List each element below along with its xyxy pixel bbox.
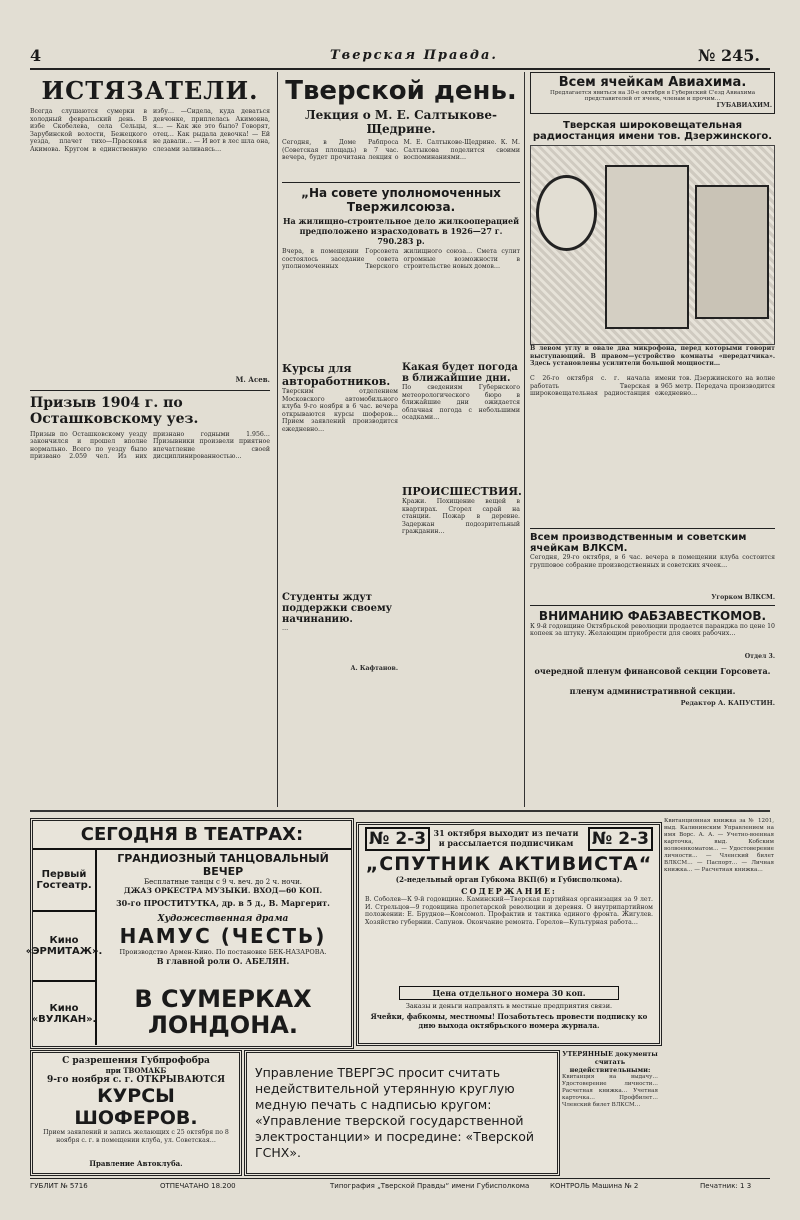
lower-left <box>282 362 398 673</box>
courses-body: Прием заявлений и запись желающих с 25 октября по 8 ноября с. г. в помещении клуба, ул. Советская… <box>43 1129 229 1144</box>
article-body: … <box>282 625 289 632</box>
article-author: А. Кафтанов. <box>350 665 398 672</box>
issue-number-left: № 2-3 <box>365 827 430 851</box>
contents-label: СОДЕРЖАНИЕ: <box>461 886 557 896</box>
column-rule <box>277 72 278 807</box>
courses-at: при ТВОМАКБ <box>105 1066 167 1075</box>
show-play: 30-го ПРОСТИТУТКА, др. в 5 д., В. Маргерит. <box>116 898 330 908</box>
venue-label: Первый Гостеатр. <box>33 850 97 912</box>
column-1 <box>30 76 270 806</box>
sputnik-subtitle: (2-недельный орган Губкома ВКП(б) и Губисполкома). <box>395 875 623 884</box>
article-body: Сегодня, в Доме Рабпроса (Советская площадь) в 7 час. вечера, будет прочитана лекция о М. Е. Салтыкове-Щедрине. К. М. Салтыкова поделится своими воспоминаниями… <box>282 139 520 162</box>
courses-permit: С разрешения Губпрофобра <box>62 1056 210 1066</box>
theatres-title: СЕГОДНЯ В ТЕАТРАХ: <box>33 821 351 850</box>
divider <box>530 605 775 606</box>
article-subtitle: На жилищно-строительное дело жилкооперацией предположено израсходовать в 1926—27 г. 790.283 р. <box>282 216 520 246</box>
show-title: НАМУС (ЧЕСТЬ) <box>119 924 327 948</box>
show-2 <box>98 914 348 966</box>
article-title: Призыв 1904 г. по Осташковскому уез. <box>30 394 199 427</box>
show-1 <box>98 852 348 908</box>
photo-caption: В левом углу в овале два микрофона, перед которыми говорит выступающий. В правом—устройство комнаты «передатчика». Здесь установлены усилители большой мощности… <box>530 345 775 368</box>
article-title: Студенты ждут поддержки своему начинанию. <box>282 592 393 625</box>
editor: Редактор А. КАПУСТИН. <box>680 700 775 708</box>
lost-items: Квитанция на выдачу… Удостоверение личности… Расчетная книжка… Учетная карточка… Профбилет… Членский билет ВЛКСМ… <box>562 1074 658 1108</box>
sputnik-ad <box>356 822 662 1046</box>
footer-control: КОНТРОЛЬ Машина № 2 <box>550 1182 639 1190</box>
article-title: „На совете уполномоченных Твержилсоюза. <box>301 186 501 214</box>
divider <box>282 182 520 183</box>
show-title: В СУМЕРКАХ ЛОНДОНА. <box>134 985 312 1039</box>
article-body: Тверским отделением Московского автомобильного клуба 9-го ноября в 6 час. вечера открываются курсы шоферов… Прием заявлений производится ежедневно… <box>282 388 398 433</box>
article-author: М. Асев. <box>235 376 270 384</box>
article-body: Призыв по Осташковскому уезду закончился и прошел вполне нормально. Всего по уезду было призвано 2.059 чел. Из них признано годными 1.956… Призывники произвели приятное впечатление своей дисциплинированностью… <box>30 430 270 461</box>
microphone-oval-icon <box>536 175 597 251</box>
article-title: Курсы для автоработников. <box>282 362 391 388</box>
article-body <box>30 108 270 376</box>
article-sign: Отдел 3. <box>744 652 775 660</box>
page-header <box>30 46 770 70</box>
paper-name: Тверская Правда. <box>330 48 498 63</box>
article-body-text-2: —Сидела, куда деваться девчонке, приплелась Акимовна, я… — Как же это было? Говорят, отец… Как рыдала девочка! — Ей не давали… — И вот в лес шла она, слезами заливаясь… <box>153 108 270 153</box>
show-title: ГРАНДИОЗНЫЙ ТАНЦОВАЛЬНЫЙ ВЕЧЕР <box>117 852 329 878</box>
column-rule <box>524 72 525 807</box>
radio-photo <box>530 145 775 345</box>
page-footer <box>30 1178 770 1193</box>
article-body: Сегодня, 29-го октября, в 6 час. вечера в помещении клуба состоится групповое собрание производственных и советских ячеек… <box>530 554 775 569</box>
lost-documents <box>562 1050 658 1172</box>
footer-printer: Типография „Тверской Правды“ имени Губисполкома <box>330 1182 530 1190</box>
meeting-notice: очередной пленум финансовой секции Горсовета. <box>534 666 771 677</box>
admin-notice: пленум административной секции. <box>569 686 736 697</box>
sputnik-header <box>359 825 659 853</box>
column-3 <box>530 72 775 807</box>
banner-title: Всем ячейкам Авиахима. <box>558 75 747 90</box>
article-body: Кражи. Похищение вещей в квартирах. Сгорел сарай на станции. Пожар в деревне. Задержан подозрительный гражданин… <box>402 498 520 536</box>
show-pre: Художественная драма <box>157 914 289 924</box>
price: Цена отдельного номера 30 коп. <box>399 986 619 1000</box>
article-body: Вчера, в помещении Горсовета состоялось заседание совета уполномоченных Тверского жилищного союза… Смета сулит огромные возможности в строительстве новых домов… <box>282 248 520 271</box>
courses-title: КУРСЫ ШОФЕРОВ. <box>74 1085 198 1129</box>
issue-number-right: № 2-3 <box>588 827 653 851</box>
footer-print-run: ОТПЕЧАТАНО 18.200 <box>160 1182 236 1190</box>
article-sign: Угорком ВЛКСМ. <box>711 594 775 601</box>
courses-opening: 9-го ноября с. г. ОТКРЫВАЮТСЯ <box>46 1075 226 1085</box>
article-title: ПРОИСШЕСТВИЯ. <box>402 485 522 498</box>
theatres-listings <box>25 850 351 1045</box>
driver-courses-ad <box>30 1050 242 1176</box>
show-prod: Производство Армен-Кино. По постановке БЕК-НАЗАРОВА. <box>119 948 327 956</box>
footer-printed: Печатник: 1 3 <box>700 1182 752 1190</box>
column-2 <box>282 76 520 806</box>
article-title: Всем производственным и советским ячейкам ВЛКСМ. <box>530 532 747 554</box>
article-title: Какая будет погода в ближайшие дни. <box>402 362 518 384</box>
section-divider <box>30 810 770 812</box>
appeal: Ячейки, фабкомы, местномы! Позаботьтесь провести подписку ко дню выхода октябрьского номера журнала. <box>370 1012 648 1030</box>
banner-body: Предлагается явиться на 30-е октября в Губернский С'езд Авиахима представителей от ячеек, членам и прочим… <box>549 90 756 102</box>
article-title: Лекция о М. Е. Салтыкове-Щедрине. <box>305 108 497 136</box>
avia-banner <box>530 72 775 114</box>
article-body-text: Всегда слушаются сумерки в холодный февральский день. В избе Скобелева, села Сельцы, Зарубинской волости, Бежецкого уезда, плачет тихо—Прасковья Акимова. Кругом в единственную избу… <box>30 108 175 153</box>
contents-text: В. Соболев—К 9-й годовщине. Каминский—Тверская партийная организация за 9 лет. И. Стрельцов—9 годовщина пролетарской революции и деревня. О внутрипартийном положении: Е. Бруднов—Комсомол. Профактив и тактика единого фронта. Жигулев. Хозяйство губернии. Сапунов. Окончание ремонта. Горелов—Культурная работа… <box>365 896 653 926</box>
banner-sign: ГУБАВИАХИМ. <box>716 102 772 109</box>
venue-label: Кино «ВУЛКАН». <box>33 982 97 1045</box>
article-body: По сведениям Губернского метеорологического бюро в ближайшие дни ожидается облачная погода с небольшими осадками… <box>402 384 520 422</box>
article-title: Тверская широковещательная радиостанция имени тов. Дзержинского. <box>532 120 773 142</box>
footer-censor: ГУБЛИТ № 5716 <box>30 1182 88 1190</box>
lower-section <box>282 362 522 672</box>
show-orch: ДЖАЗ ОРКЕСТРА МУЗЫКИ. ВХОД—60 КОП. <box>123 886 323 895</box>
article-body: С 26-го октября с. г. начала работать Тверская широковещательная радиостанция имени тов. Дзержинского на волне в 965 метр. Передача производится ежедневно… <box>530 375 775 398</box>
theatres-ad <box>25 818 354 1049</box>
lower-right <box>402 362 520 658</box>
article-title: ИСТЯЗАТЕЛИ. <box>41 76 259 105</box>
lost-items-text: Квитанционная книжка за № 1201, выд. Калининским Управлением на имя Ворс. А. А. — Учетно-военная карточка, выд. Кобским волвоенкоматом… — Удостоверение личности… — Членский билет ВЛКСМ… — Паспорт… — Личная книжка… — Расчетная книжка… <box>664 818 774 873</box>
sputnik-announce: 31 октября выходит из печати и рассылается подписчикам <box>433 828 579 848</box>
venue-label: Кино «ЭРМИТАЖ». <box>33 912 97 982</box>
transmitter-equipment <box>605 165 689 329</box>
divider <box>530 528 775 529</box>
divider <box>30 390 270 391</box>
show-sub: Бесплатные танцы с 9 ч. веч. до 2 ч. ночи. <box>144 878 302 886</box>
orders: Заказы и деньги направлять в местные предприятия связи. <box>405 1002 613 1010</box>
courses-sign: Правление Автоклуба. <box>89 1159 183 1168</box>
tvergres-ad <box>244 1050 560 1176</box>
show-role: В главной роли О. АБЕЛЯН. <box>156 956 290 966</box>
issue-number: № 245. <box>698 46 760 65</box>
section-title: Тверской день. <box>285 76 517 106</box>
amplifier-equipment <box>695 185 769 319</box>
article-body: К 9-й годовщине Октябрьской революции продается паранджа по цене 10 копеек за штуку. Желающим приобрести для своих рабочих… <box>530 622 775 638</box>
sputnik-title: „СПУТНИК АКТИВИСТА“ <box>365 853 653 875</box>
page-number: 4 <box>30 46 42 65</box>
tvergres-text: Управление ТВЕРГЭС просит считать недействительной утерянную круглую медную печать с надписью кругом: «Управление тверской государственной электростанции» и посредине: «Тверской ГСНХ». <box>255 1065 535 1160</box>
lost-title: УТЕРЯННЫЕ документы считать недействительными: <box>562 1050 658 1074</box>
article-title: ВНИМАНИЮ ФАБЗАВЕСТКОМОВ. <box>538 608 767 623</box>
lost-documents-right <box>664 818 774 1173</box>
